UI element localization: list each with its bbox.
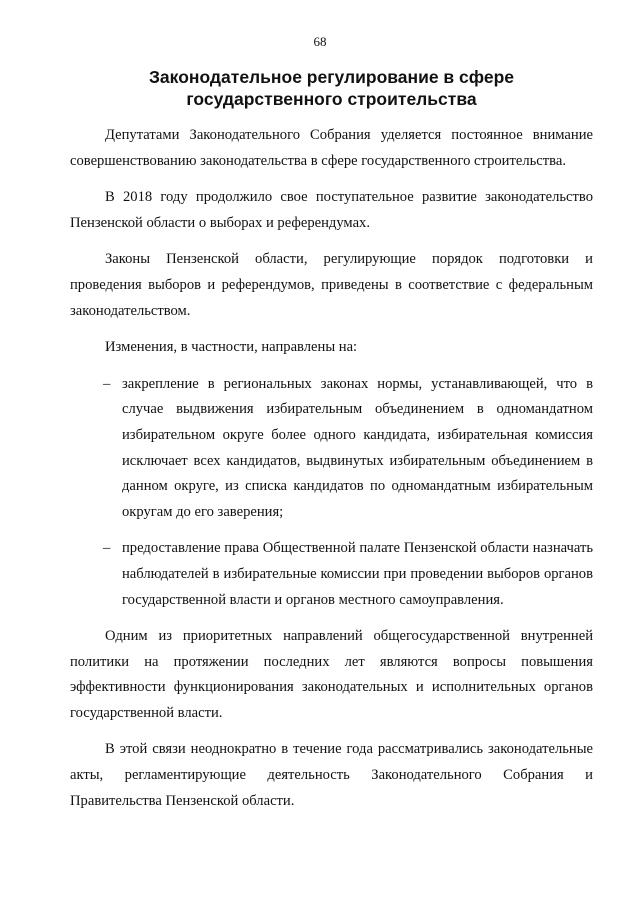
changes-list (70, 372, 593, 613)
document-body (70, 123, 593, 825)
list-dash-marker: – (103, 375, 111, 392)
page-title-line-1: Законодательное регулирование в сфере (148, 67, 515, 87)
page-title-line-2: государственного строительства (186, 89, 477, 109)
list-item (70, 372, 593, 526)
page-title (70, 66, 593, 110)
paragraph-changes-intro: Изменения, в частности, направлены на: (105, 339, 358, 356)
list-item-text: закрепление в региональных законах нормы, устанавливающей, что в случае выдвижения избирательным объединением в одномандатном избирательном округе более одного кандидата, избирательная комиссия исключает всех кандидатов, выдвинутых избирательным объединением в данном округе, из списка кандидатов по одномандатным избирательным округам до его заверения; (122, 375, 593, 520)
paragraph-legislative-acts: В этой связи неоднократно в течение года рассматривались законодательные акты, регламентирующие деятельность Законодательного Собрания и Правительства Пензенской области. (70, 741, 593, 809)
paragraph-laws-compliance: Законы Пензенской области, регулирующие порядок подготовки и проведения выборов и референдумов, приведены в соответствие с федеральным законодательством. (70, 251, 593, 319)
list-item-text: предоставление права Общественной палате Пензенской области назначать наблюдателей в избирательные комиссии при проведении выборов органов государственной власти и органов местного самоуправления. (122, 540, 593, 608)
paragraph-elections-legislation: В 2018 году продолжило свое поступательное развитие законодательство Пензенской области о выборах и референдумах. (70, 189, 593, 231)
list-item (70, 536, 593, 613)
paragraph-priority-directions: Одним из приоритетных направлений общегосударственной внутренней политики на протяжении последних лет являются вопросы повышения эффективности функционирования законодательных и исполнительных органов государственной власти. (70, 628, 593, 721)
page-number: 68 (313, 34, 327, 49)
list-dash-marker: – (103, 540, 111, 557)
paragraph-deputies-attention: Депутатами Законодательного Собрания уделяется постоянное внимание совершенствованию законодательства в сфере государственного строительства. (70, 127, 593, 169)
